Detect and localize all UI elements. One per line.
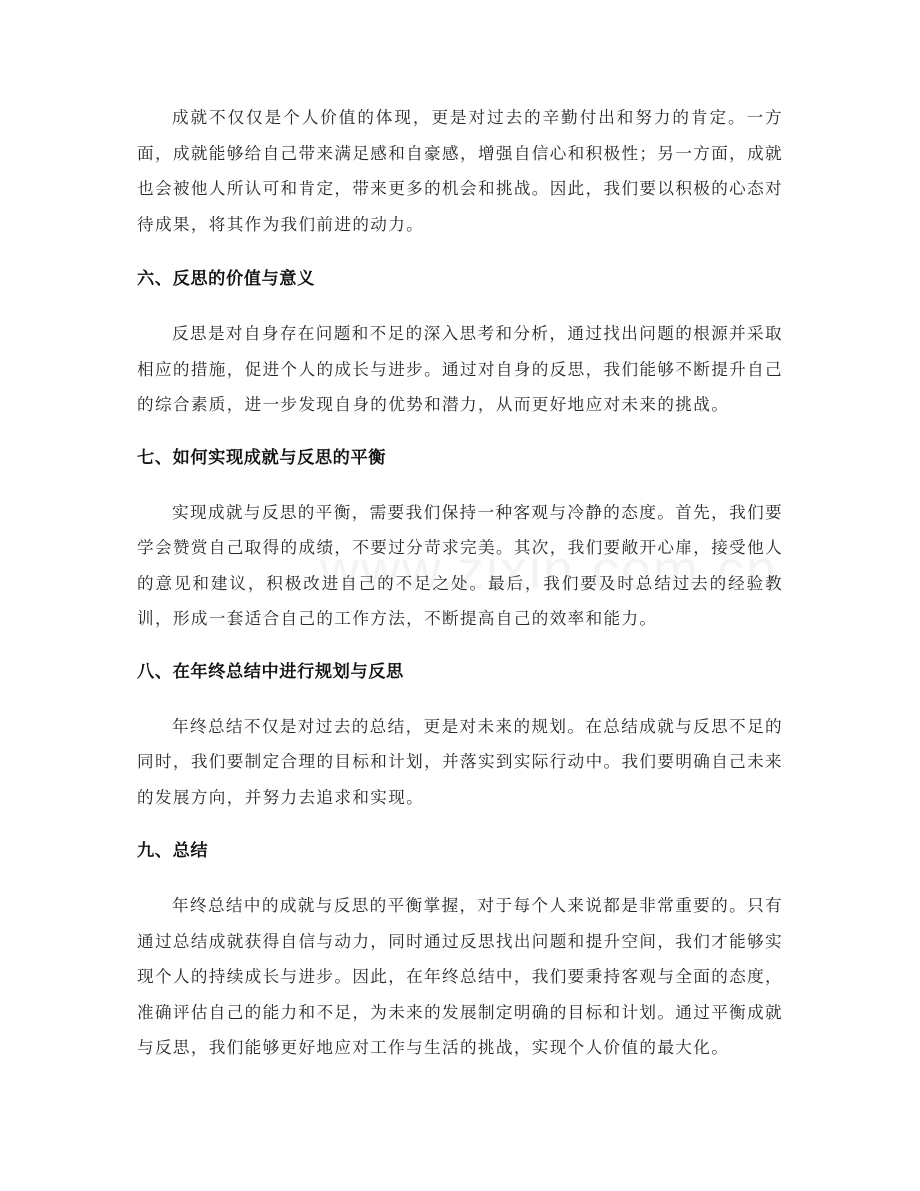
section-heading-9: 九、总结 (137, 841, 209, 861)
paragraph-planning: 年终总结不仅是对过去的总结，更是对未来的规划。在总结成就与反思不足的同时，我们要制定合理的目标和计划，并落实到实际行动中。我们要明确自己未来的发展方向，并努力去追求和实现。 (137, 716, 783, 807)
paragraph-reflection-value: 反思是对自身存在问题和不足的深入思考和分析，通过找出问题的根源并采取相应的措施，促进个人的成长与进步。通过对自身的反思，我们能够不断提升自己的综合素质，进一步发现自身的优势和潜力，从而更好地应对未来的挑战。 (137, 324, 783, 414)
paragraph-achievement-value: 成就不仅仅是个人价值的体现，更是对过去的辛勤付出和努力的肯定。一方面，成就能够给自己带来满足感和自豪感，增强自信心和积极性；另一方面，成就也会被他人所认可和肯定，带来更多的机会和挑战。因此，我们要以积极的心态对待成果，将其作为我们前进的动力。 (137, 108, 783, 234)
paragraph-balance: 实现成就与反思的平衡，需要我们保持一种客观与冷静的态度。首先，我们要学会赞赏自己取得的成绩，不要过分苛求完美。其次，我们要敞开心扉，接受他人的意见和建议，积极改进自己的不足之处。最后，我们要及时总结过去的经验教训，形成一套适合自己的工作方法，不断提高自己的效率和能力。 (137, 502, 783, 628)
section-heading-7: 七、如何实现成就与反思的平衡 (137, 447, 387, 468)
section-heading-6: 六、反思的价值与意义 (137, 269, 315, 289)
paragraph-summary: 年终总结中的成就与反思的平衡掌握，对于每个人来说都是非常重要的。只有通过总结成就获得自信与动力，同时通过反思找出问题和提升空间，我们才能够实现个人的持续成长与进步。因此，在年终总结中，我们要秉持客观与全面的态度，准确评估自己的能力和不足，为未来的发展制定明确的目标和计划。通过平衡成就与反思，我们能够更好地应对工作与生活的挑战，实现个人价值的最大化。 (137, 896, 783, 1057)
document-body (137, 100, 783, 1066)
section-heading-8: 八、在年终总结中进行规划与反思 (137, 661, 404, 682)
